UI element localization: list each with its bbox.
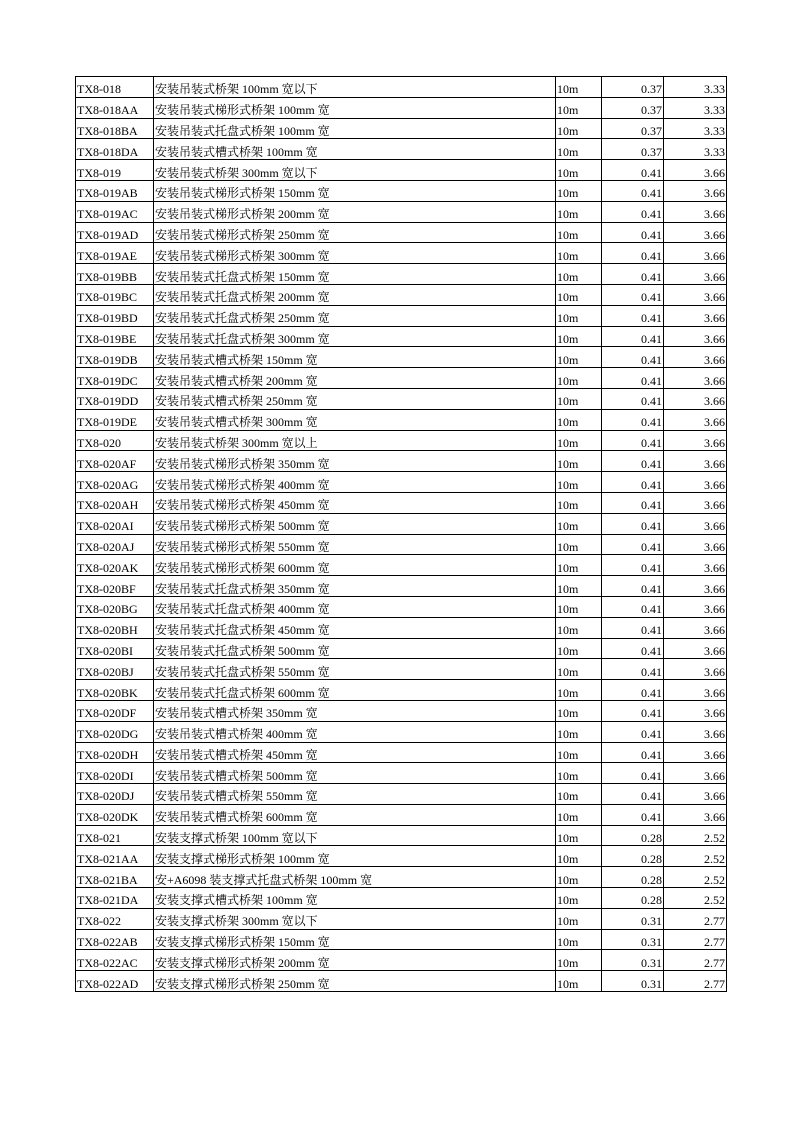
unit-cell: 10m (556, 721, 602, 742)
unit-cell: 10m (556, 77, 602, 98)
unit-cell: 10m (556, 763, 602, 784)
item-name-cell: 安装吊装式梯形式桥架 150mm 宽 (154, 180, 556, 201)
unit-cell: 10m (556, 492, 602, 513)
unit-cell: 10m (556, 160, 602, 181)
table-row (76, 576, 727, 597)
unit-cell: 10m (556, 659, 602, 680)
amount-cell: 3.66 (664, 409, 727, 430)
unit-cell: 10m (556, 825, 602, 846)
item-code-cell: TX8-020AJ (76, 534, 154, 555)
quantity-cell: 0.41 (602, 576, 664, 597)
table-row (76, 846, 727, 867)
item-code-cell: TX8-019AC (76, 201, 154, 222)
unit-cell: 10m (556, 347, 602, 368)
quantity-cell: 0.41 (602, 243, 664, 264)
unit-cell: 10m (556, 908, 602, 929)
amount-cell: 3.66 (664, 659, 727, 680)
item-code-cell: TX8-021AA (76, 846, 154, 867)
item-code-cell: TX8-020AK (76, 555, 154, 576)
item-code-cell: TX8-019AE (76, 243, 154, 264)
quantity-cell: 0.41 (602, 742, 664, 763)
table-row (76, 201, 727, 222)
item-name-cell: 安装支撑式梯形式桥架 100mm 宽 (154, 846, 556, 867)
table-row (76, 451, 727, 472)
table-row (76, 180, 727, 201)
unit-cell: 10m (556, 180, 602, 201)
item-code-cell: TX8-022AB (76, 929, 154, 950)
quantity-cell: 0.41 (602, 804, 664, 825)
table-row (76, 950, 727, 971)
item-code-cell: TX8-020AI (76, 513, 154, 534)
amount-cell: 3.66 (664, 596, 727, 617)
item-code-cell: TX8-021BA (76, 867, 154, 888)
amount-cell: 3.66 (664, 763, 727, 784)
item-code-cell: TX8-019AB (76, 180, 154, 201)
amount-cell: 3.66 (664, 534, 727, 555)
item-code-cell: TX8-019DB (76, 347, 154, 368)
item-name-cell: 安装吊装式槽式桥架 500mm 宽 (154, 763, 556, 784)
table-row (76, 804, 727, 825)
item-code-cell: TX8-022 (76, 908, 154, 929)
quantity-cell: 0.41 (602, 472, 664, 493)
table-row (76, 929, 727, 950)
amount-cell: 3.66 (664, 555, 727, 576)
table-row (76, 888, 727, 909)
unit-cell: 10m (556, 700, 602, 721)
table-row (76, 492, 727, 513)
quantity-cell: 0.28 (602, 846, 664, 867)
amount-cell: 3.66 (664, 472, 727, 493)
table-row (76, 347, 727, 368)
unit-cell: 10m (556, 118, 602, 139)
quantity-cell: 0.41 (602, 451, 664, 472)
amount-cell: 2.52 (664, 825, 727, 846)
unit-cell: 10m (556, 264, 602, 285)
amount-cell: 2.52 (664, 846, 727, 867)
amount-cell: 2.77 (664, 971, 727, 992)
quantity-cell: 0.41 (602, 492, 664, 513)
table-row (76, 368, 727, 389)
item-name-cell: 安装吊装式梯形式桥架 300mm 宽 (154, 243, 556, 264)
item-code-cell: TX8-019DD (76, 388, 154, 409)
item-name-cell: 安装吊装式桥架 300mm 宽以上 (154, 430, 556, 451)
unit-cell: 10m (556, 243, 602, 264)
item-name-cell: 安装吊装式托盘式桥架 450mm 宽 (154, 617, 556, 638)
amount-cell: 3.66 (664, 513, 727, 534)
item-code-cell: TX8-021 (76, 825, 154, 846)
amount-cell: 3.66 (664, 680, 727, 701)
unit-cell: 10m (556, 950, 602, 971)
item-code-cell: TX8-022AD (76, 971, 154, 992)
amount-cell: 3.66 (664, 721, 727, 742)
table-row (76, 409, 727, 430)
item-name-cell: 安装支撑式槽式桥架 100mm 宽 (154, 888, 556, 909)
item-name-cell: 安装支撑式梯形式桥架 250mm 宽 (154, 971, 556, 992)
amount-cell: 3.66 (664, 368, 727, 389)
unit-cell: 10m (556, 555, 602, 576)
amount-cell: 3.66 (664, 576, 727, 597)
quantity-cell: 0.31 (602, 971, 664, 992)
item-name-cell: 安+A6098 装支撑式托盘式桥架 100mm 宽 (154, 867, 556, 888)
amount-cell: 3.66 (664, 451, 727, 472)
amount-cell: 3.66 (664, 388, 727, 409)
quantity-cell: 0.41 (602, 305, 664, 326)
quantity-cell: 0.37 (602, 139, 664, 160)
item-code-cell: TX8-020DG (76, 721, 154, 742)
quantity-cell: 0.41 (602, 659, 664, 680)
quantity-cell: 0.41 (602, 555, 664, 576)
table-row (76, 742, 727, 763)
unit-cell: 10m (556, 326, 602, 347)
quantity-cell: 0.41 (602, 784, 664, 805)
item-code-cell: TX8-019AD (76, 222, 154, 243)
unit-cell: 10m (556, 617, 602, 638)
unit-cell: 10m (556, 867, 602, 888)
unit-cell: 10m (556, 305, 602, 326)
item-name-cell: 安装吊装式托盘式桥架 100mm 宽 (154, 118, 556, 139)
item-code-cell: TX8-020BH (76, 617, 154, 638)
table-row (76, 243, 727, 264)
quantity-cell: 0.41 (602, 638, 664, 659)
item-code-cell: TX8-018AA (76, 97, 154, 118)
item-name-cell: 安装吊装式托盘式桥架 350mm 宽 (154, 576, 556, 597)
unit-cell: 10m (556, 430, 602, 451)
table-row (76, 763, 727, 784)
unit-cell: 10m (556, 368, 602, 389)
item-code-cell: TX8-021DA (76, 888, 154, 909)
table-row (76, 784, 727, 805)
item-name-cell: 安装吊装式槽式桥架 200mm 宽 (154, 368, 556, 389)
item-code-cell: TX8-020DH (76, 742, 154, 763)
item-name-cell: 安装吊装式托盘式桥架 250mm 宽 (154, 305, 556, 326)
item-name-cell: 安装吊装式槽式桥架 350mm 宽 (154, 700, 556, 721)
unit-cell: 10m (556, 451, 602, 472)
amount-cell: 3.66 (664, 492, 727, 513)
unit-cell: 10m (556, 472, 602, 493)
item-name-cell: 安装吊装式槽式桥架 400mm 宽 (154, 721, 556, 742)
quantity-cell: 0.37 (602, 77, 664, 98)
amount-cell: 3.66 (664, 742, 727, 763)
table-row (76, 680, 727, 701)
item-code-cell: TX8-020BI (76, 638, 154, 659)
item-name-cell: 安装支撑式梯形式桥架 200mm 宽 (154, 950, 556, 971)
item-code-cell: TX8-022AC (76, 950, 154, 971)
amount-cell: 3.33 (664, 77, 727, 98)
item-code-cell: TX8-019BB (76, 264, 154, 285)
item-code-cell: TX8-020BK (76, 680, 154, 701)
table-row (76, 721, 727, 742)
unit-cell: 10m (556, 97, 602, 118)
unit-cell: 10m (556, 409, 602, 430)
unit-cell: 10m (556, 971, 602, 992)
unit-cell: 10m (556, 888, 602, 909)
item-name-cell: 安装吊装式梯形式桥架 600mm 宽 (154, 555, 556, 576)
unit-cell: 10m (556, 139, 602, 160)
amount-cell: 3.66 (664, 160, 727, 181)
amount-cell: 3.66 (664, 700, 727, 721)
amount-cell: 3.66 (664, 617, 727, 638)
item-name-cell: 安装吊装式托盘式桥架 550mm 宽 (154, 659, 556, 680)
item-name-cell: 安装支撑式梯形式桥架 150mm 宽 (154, 929, 556, 950)
quantity-cell: 0.41 (602, 222, 664, 243)
item-code-cell: TX8-019DC (76, 368, 154, 389)
unit-cell: 10m (556, 534, 602, 555)
quantity-cell: 0.28 (602, 888, 664, 909)
item-code-cell: TX8-020DK (76, 804, 154, 825)
table-row (76, 160, 727, 181)
item-name-cell: 安装吊装式槽式桥架 100mm 宽 (154, 139, 556, 160)
quantity-cell: 0.41 (602, 430, 664, 451)
amount-cell: 2.52 (664, 867, 727, 888)
item-name-cell: 安装吊装式托盘式桥架 150mm 宽 (154, 264, 556, 285)
item-code-cell: TX8-019BD (76, 305, 154, 326)
unit-cell: 10m (556, 846, 602, 867)
amount-cell: 3.66 (664, 243, 727, 264)
amount-cell: 3.66 (664, 326, 727, 347)
amount-cell: 3.66 (664, 201, 727, 222)
item-name-cell: 安装吊装式梯形式桥架 500mm 宽 (154, 513, 556, 534)
table-row (76, 139, 727, 160)
quantity-cell: 0.41 (602, 763, 664, 784)
item-code-cell: TX8-020AH (76, 492, 154, 513)
item-name-cell: 安装吊装式梯形式桥架 450mm 宽 (154, 492, 556, 513)
table-row (76, 596, 727, 617)
amount-cell: 3.66 (664, 264, 727, 285)
unit-cell: 10m (556, 222, 602, 243)
table-row (76, 825, 727, 846)
quantity-cell: 0.41 (602, 513, 664, 534)
item-name-cell: 安装吊装式梯形式桥架 100mm 宽 (154, 97, 556, 118)
unit-cell: 10m (556, 638, 602, 659)
unit-cell: 10m (556, 680, 602, 701)
table-row (76, 264, 727, 285)
amount-cell: 3.66 (664, 784, 727, 805)
amount-cell: 3.66 (664, 222, 727, 243)
quantity-cell: 0.41 (602, 180, 664, 201)
amount-cell: 3.66 (664, 804, 727, 825)
table-row (76, 430, 727, 451)
item-code-cell: TX8-018DA (76, 139, 154, 160)
item-name-cell: 安装吊装式桥架 300mm 宽以下 (154, 160, 556, 181)
item-name-cell: 安装吊装式梯形式桥架 400mm 宽 (154, 472, 556, 493)
amount-cell: 3.66 (664, 638, 727, 659)
item-name-cell: 安装吊装式梯形式桥架 550mm 宽 (154, 534, 556, 555)
unit-cell: 10m (556, 388, 602, 409)
quantity-cell: 0.41 (602, 160, 664, 181)
unit-cell: 10m (556, 201, 602, 222)
item-name-cell: 安装吊装式梯形式桥架 350mm 宽 (154, 451, 556, 472)
table-row (76, 534, 727, 555)
quantity-cell: 0.31 (602, 929, 664, 950)
quantity-cell: 0.41 (602, 596, 664, 617)
table-row (76, 326, 727, 347)
item-code-cell: TX8-018 (76, 77, 154, 98)
quantity-cell: 0.37 (602, 97, 664, 118)
item-name-cell: 安装吊装式槽式桥架 600mm 宽 (154, 804, 556, 825)
item-code-cell: TX8-020AG (76, 472, 154, 493)
table-row (76, 700, 727, 721)
amount-cell: 3.66 (664, 180, 727, 201)
quantity-cell: 0.31 (602, 908, 664, 929)
table-row (76, 77, 727, 98)
item-code-cell: TX8-019 (76, 160, 154, 181)
item-name-cell: 安装吊装式槽式桥架 450mm 宽 (154, 742, 556, 763)
quantity-cell: 0.41 (602, 368, 664, 389)
amount-cell: 3.66 (664, 284, 727, 305)
unit-cell: 10m (556, 513, 602, 534)
table-row (76, 388, 727, 409)
quantity-cell: 0.41 (602, 326, 664, 347)
unit-cell: 10m (556, 929, 602, 950)
item-name-cell: 安装吊装式托盘式桥架 200mm 宽 (154, 284, 556, 305)
table-row (76, 908, 727, 929)
unit-cell: 10m (556, 804, 602, 825)
quantity-cell: 0.41 (602, 700, 664, 721)
table-row (76, 284, 727, 305)
table-row (76, 118, 727, 139)
amount-cell: 2.77 (664, 950, 727, 971)
table-row (76, 867, 727, 888)
item-name-cell: 安装吊装式槽式桥架 300mm 宽 (154, 409, 556, 430)
quantity-cell: 0.41 (602, 284, 664, 305)
item-name-cell: 安装吊装式梯形式桥架 250mm 宽 (154, 222, 556, 243)
item-name-cell: 安装吊装式托盘式桥架 500mm 宽 (154, 638, 556, 659)
unit-cell: 10m (556, 742, 602, 763)
amount-cell: 2.77 (664, 908, 727, 929)
item-name-cell: 安装吊装式槽式桥架 250mm 宽 (154, 388, 556, 409)
table-row (76, 222, 727, 243)
item-code-cell: TX8-020BF (76, 576, 154, 597)
item-code-cell: TX8-020BG (76, 596, 154, 617)
table-row (76, 971, 727, 992)
price-table-body (76, 77, 727, 992)
item-code-cell: TX8-020AF (76, 451, 154, 472)
table-row (76, 97, 727, 118)
item-name-cell: 安装支撑式桥架 300mm 宽以下 (154, 908, 556, 929)
amount-cell: 2.52 (664, 888, 727, 909)
table-row (76, 513, 727, 534)
amount-cell: 3.33 (664, 97, 727, 118)
unit-cell: 10m (556, 784, 602, 805)
unit-cell: 10m (556, 576, 602, 597)
quantity-cell: 0.31 (602, 950, 664, 971)
quantity-cell: 0.41 (602, 201, 664, 222)
item-code-cell: TX8-020DI (76, 763, 154, 784)
item-name-cell: 安装吊装式托盘式桥架 300mm 宽 (154, 326, 556, 347)
quantity-cell: 0.41 (602, 534, 664, 555)
item-name-cell: 安装吊装式托盘式桥架 400mm 宽 (154, 596, 556, 617)
quantity-cell: 0.41 (602, 409, 664, 430)
quantity-cell: 0.41 (602, 347, 664, 368)
quantity-cell: 0.28 (602, 825, 664, 846)
table-row (76, 659, 727, 680)
amount-cell: 3.66 (664, 430, 727, 451)
amount-cell: 2.77 (664, 929, 727, 950)
table-row (76, 617, 727, 638)
item-code-cell: TX8-019DE (76, 409, 154, 430)
item-name-cell: 安装吊装式槽式桥架 550mm 宽 (154, 784, 556, 805)
item-code-cell: TX8-019BE (76, 326, 154, 347)
quantity-cell: 0.41 (602, 617, 664, 638)
table-row (76, 472, 727, 493)
item-code-cell: TX8-020DJ (76, 784, 154, 805)
quantity-cell: 0.41 (602, 680, 664, 701)
price-table (75, 76, 727, 992)
quantity-cell: 0.41 (602, 721, 664, 742)
unit-cell: 10m (556, 596, 602, 617)
item-code-cell: TX8-020DF (76, 700, 154, 721)
item-name-cell: 安装吊装式托盘式桥架 600mm 宽 (154, 680, 556, 701)
item-code-cell: TX8-018BA (76, 118, 154, 139)
item-name-cell: 安装吊装式桥架 100mm 宽以下 (154, 77, 556, 98)
amount-cell: 3.33 (664, 118, 727, 139)
quantity-cell: 0.41 (602, 264, 664, 285)
quantity-cell: 0.28 (602, 867, 664, 888)
item-name-cell: 安装吊装式梯形式桥架 200mm 宽 (154, 201, 556, 222)
amount-cell: 3.33 (664, 139, 727, 160)
table-row (76, 555, 727, 576)
item-code-cell: TX8-020BJ (76, 659, 154, 680)
item-name-cell: 安装支撑式桥架 100mm 宽以下 (154, 825, 556, 846)
amount-cell: 3.66 (664, 347, 727, 368)
quantity-cell: 0.41 (602, 388, 664, 409)
table-row (76, 305, 727, 326)
item-name-cell: 安装吊装式槽式桥架 150mm 宽 (154, 347, 556, 368)
amount-cell: 3.66 (664, 305, 727, 326)
quantity-cell: 0.37 (602, 118, 664, 139)
unit-cell: 10m (556, 284, 602, 305)
item-code-cell: TX8-019BC (76, 284, 154, 305)
table-row (76, 638, 727, 659)
item-code-cell: TX8-020 (76, 430, 154, 451)
